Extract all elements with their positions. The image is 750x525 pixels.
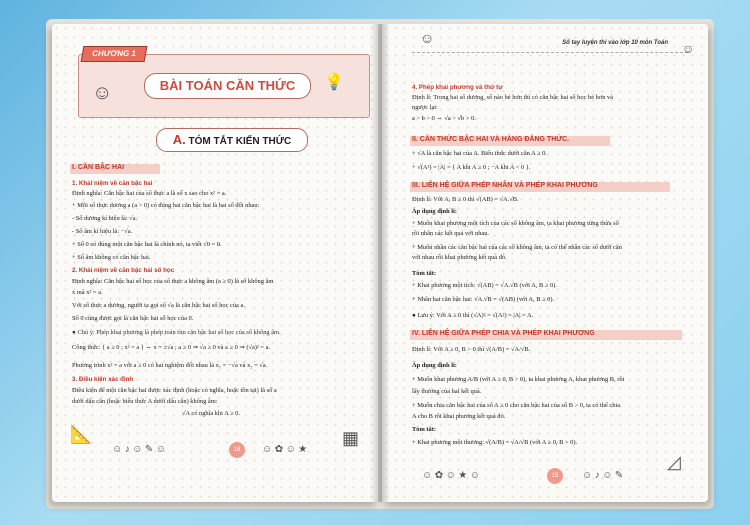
text-line: với nhau rồi khai phương kết quả đó. — [412, 254, 507, 261]
subheading-4: 4. Phép khai phương và thứ tự — [412, 84, 503, 91]
formula-line: + Khai phương một tích: √(AB) = √A.√B (với A, B ≥ 0). — [412, 282, 557, 289]
text-line: + Muốn nhân các căn bậc hai của các số không âm, ta có thể nhân các số dưới căn — [412, 244, 622, 251]
text-line: + Số âm không có căn bậc hai. — [72, 254, 151, 261]
calculator-icon: ▦ — [342, 428, 360, 448]
subheading-2: 2. Khái niệm về căn bậc hai số học — [72, 267, 175, 274]
formula-line: + Nhân hai căn bậc hai: √A.√B = √(AB) (với A, B ≥ 0). — [412, 296, 555, 303]
open-book — [40, 14, 720, 514]
text-line: Định lí: Trong hai số dương, số nào bé hơn thì có căn bậc hai số học bé hơn và — [412, 94, 614, 101]
heading-3: III. LIÊN HỆ GIỮA PHÉP NHÂN VÀ PHÉP KHAI PHƯƠNG — [412, 182, 598, 189]
doodle-row-icon: ☺ ♪ ☺ ✎ ☺ — [112, 444, 167, 455]
text-line: Định nghĩa: Căn bậc hai của số thực a là số x sao cho x² = a. — [72, 190, 227, 197]
text-line: + Số 0 có đúng một căn bậc hai là chính nó, ta viết √0 = 0. — [72, 241, 222, 248]
mascot-icon: ☺ — [682, 42, 695, 56]
formula-line: a > b > 0 ⇔ √a > √b > 0. — [412, 115, 476, 122]
formula-line: Công thức: { a ≥ 0 ; x² = a } ⇔ x = ±√a ; a ≥ 0 ⇒ √a ≥ 0 và a ≥ 0 ⇒ (√a)² = a. — [72, 344, 271, 351]
text-line: rồi nhân các kết quả với nhau. — [412, 230, 490, 237]
formula-line: Định lí: Với A ≥ 0, B > 0 thì √(A/B) = √A/√B. — [412, 346, 531, 353]
text-line: - Số âm kí hiệu là: −√a. — [72, 228, 133, 235]
section-title — [156, 128, 308, 152]
book-spine — [370, 24, 390, 502]
formula-line: √A có nghĩa khi A ≥ 0. — [182, 410, 240, 417]
text-line: + Muốn khai phương A/B (với A ≥ 0, B > 0), ta khai phương A, khai phương B, rồi — [412, 376, 625, 383]
text-line: Định nghĩa: Căn bậc hai số học của số thực a không âm (a ≥ 0) là số không âm — [72, 278, 274, 285]
subheading-1: 1. Khái niệm về căn bậc hai — [72, 180, 153, 187]
text-line: - Số dương kí hiệu là: √a. — [72, 215, 138, 222]
heading-4: IV. LIÊN HỆ GIỮA PHÉP CHIA VÀ PHÉP KHAI PHƯƠNG — [412, 330, 595, 337]
text-line: Áp dụng định lí: — [412, 208, 457, 215]
text-line: Tóm tắt: — [412, 270, 436, 277]
text-line: Định lí: Với A, B ≥ 0 thì √(AB) = √A.√B. — [412, 196, 519, 203]
text-line: ngược lại: — [412, 104, 438, 111]
header-rule — [412, 52, 688, 53]
text-line: x mà x² = a. — [72, 289, 103, 296]
left-page — [52, 24, 378, 502]
page-number: 15 — [547, 468, 563, 484]
running-header: Sổ tay luyện thi vào lớp 10 môn Toán — [562, 40, 668, 46]
text-line: Áp dụng định lí: — [412, 362, 457, 369]
mascot-icon: ☺ — [92, 82, 113, 104]
text-line: Điều kiện để một căn bậc hai được xác định (hoặc có nghĩa, hoặc tồn tại) là số a — [72, 387, 277, 394]
note-line: ● Lưu ý: Với A ≥ 0 thì (√A)² = √(A²) = |A| = A. — [412, 312, 534, 319]
text-line: dưới dấu căn (hoặc biểu thức A dưới dấu căn) không âm: — [72, 398, 218, 405]
text-line: Số 0 cũng được gọi là căn bậc hai số học của 0. — [72, 315, 194, 322]
doodle-row-icon: ☺ ✿ ☺ ★ ☺ — [422, 470, 480, 481]
doodle-row-icon: ☺ ♪ ☺ ✎ — [582, 470, 624, 481]
formula-line: + Khai phương một thương: √(A/B) = √A/√B (với A ≥ 0, B > 0). — [412, 439, 578, 446]
section-letter: A. — [172, 132, 186, 147]
chapter-tag: CHƯƠNG 1 — [81, 46, 148, 62]
text-line: A cho B rồi khai phương kết quả đó. — [412, 413, 506, 420]
subheading-3: 3. Điều kiện xác định — [72, 376, 134, 383]
text-line: + Mỗi số thực dương a (a > 0) có đúng hai căn bậc hai là hai số đối nhau: — [72, 202, 260, 209]
note-line: ● Chú ý: Phép khai phương là phép toán tìm căn bậc hai số học của số không âm. — [72, 329, 281, 336]
mascot-icon: ☺ — [420, 32, 435, 47]
formula-line: + √(A²) = |A| = { A khi A ≥ 0 ; −A khi A < 0 }. — [412, 164, 531, 171]
text-line: Với số thực a dương, người ta gọi số √a là căn bậc hai số học của a. — [72, 302, 245, 309]
section-title-text: TÓM TẮT KIẾN THỨC — [188, 136, 292, 147]
chapter-title: BÀI TOÁN CĂN THỨC — [144, 73, 311, 99]
text-line: Tóm tắt: — [412, 426, 436, 433]
page-number: 16 — [229, 442, 245, 458]
compass-icon: 📐 — [70, 424, 93, 444]
lightbulb-icon: 💡 — [324, 74, 344, 91]
text-line: lấy thương của hai kết quả. — [412, 388, 482, 395]
text-line: + √A là căn bậc hai của A. Biểu thức dưới căn A ≥ 0. — [412, 150, 547, 157]
text-line: + Muốn khai phương một tích của các số không âm, ta khai phương từng thừa số — [412, 220, 619, 227]
heading-1: I. CĂN BẬC HAI — [72, 164, 125, 171]
right-page — [382, 24, 708, 502]
doodle-row-icon: ☺ ✿ ☺ ★ — [262, 444, 308, 455]
text-line: + Muốn chia căn bậc hai của số A ≥ 0 cho căn bậc hai của số B > 0, ta có thể chia — [412, 402, 621, 409]
triangle-ruler-icon: ◿ — [667, 452, 681, 472]
text-line: Phương trình x² = a với a ≥ 0 có hai nghiệm đối nhau là x₁ = −√a và x₂ = √a. — [72, 362, 268, 369]
heading-2: II. CĂN THỨC BẬC HAI VÀ HẰNG ĐẲNG THỨC. — [412, 136, 570, 143]
